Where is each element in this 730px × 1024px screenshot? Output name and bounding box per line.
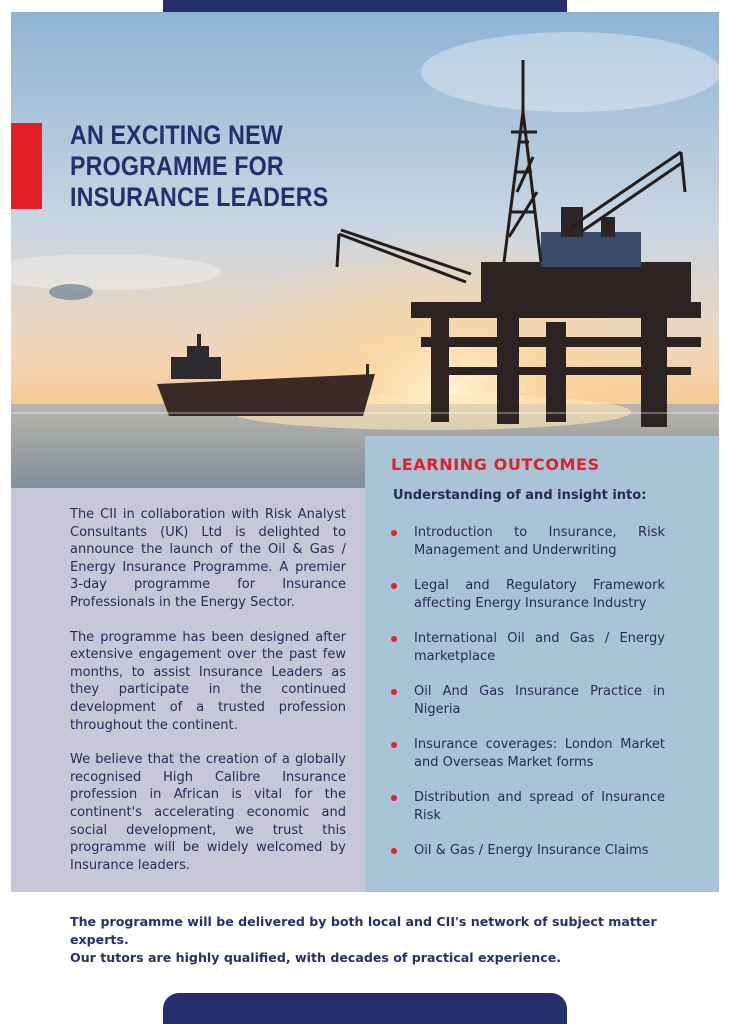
- list-item-text: International Oil and Gas / Energy marketplace: [414, 631, 665, 664]
- bullet-icon: [391, 848, 397, 854]
- list-item-text: Introduction to Insurance, Risk Management and Underwriting: [414, 525, 665, 558]
- headline-line-1: AN EXCITING NEW: [70, 120, 283, 150]
- list-item-text: Distribution and spread of Insurance Risk: [414, 790, 665, 823]
- list-item: [391, 577, 665, 630]
- list-item-text: Oil And Gas Insurance Practice in Nigeria: [414, 684, 665, 717]
- oil-rig-illustration: [11, 12, 719, 488]
- intro-paragraph-2: The programme has been designed after extensive engagement over the past few months, to assist Insurance Leaders as they participate in the continued development of a trusted profession throughout the continent.: [70, 629, 346, 733]
- red-accent-tab: [11, 123, 42, 209]
- headline-line-2: PROGRAMME FOR: [70, 151, 284, 181]
- list-item-text: Insurance coverages: London Market and Overseas Market forms: [414, 737, 665, 770]
- list-item-text: Legal and Regulatory Framework affecting Energy Insurance Industry: [414, 578, 665, 611]
- bullet-icon: [391, 742, 397, 748]
- footer-statement: [70, 913, 690, 967]
- page-headline: [70, 120, 340, 213]
- list-item: [391, 789, 665, 842]
- headline-line-3: INSURANCE LEADERS: [70, 182, 329, 212]
- list-item: [391, 524, 665, 577]
- list-item: [391, 842, 665, 895]
- footer-line-1: The programme will be delivered by both local and CII's network of subject matter experts.: [70, 914, 657, 947]
- intro-paragraph-1: The CII in collaboration with Risk Analyst Consultants (UK) Ltd is delighted to announce the launch of the Oil & Gas / Energy Insurance Programme. A premier 3-day programme for Insurance Professionals in the Energy Sector.: [70, 507, 346, 610]
- bullet-icon: [391, 795, 397, 801]
- footer-line-2: Our tutors are highly qualified, with decades of practical experience.: [70, 950, 562, 965]
- hero-image-oil-rig: [11, 12, 719, 488]
- learning-outcomes-list: [391, 524, 665, 895]
- list-item: [391, 683, 665, 736]
- list-item: [391, 736, 665, 789]
- intro-paragraph-3: We believe that the creation of a globally recognised High Calibre Insurance profession in African is vital for the continent's accelerating economic and social development, we trust this programme will be widely welcomed by Insurance leaders.: [70, 752, 346, 873]
- bullet-icon: [391, 689, 397, 695]
- bullet-icon: [391, 583, 397, 589]
- list-item: [391, 630, 665, 683]
- bullet-icon: [391, 530, 397, 536]
- intro-text: [70, 506, 346, 891]
- learning-outcomes-subtitle: Understanding of and insight into:: [393, 488, 647, 503]
- bullet-icon: [391, 636, 397, 642]
- learning-outcomes-title: LEARNING OUTCOMES: [391, 455, 600, 474]
- bottom-decorative-bar: [163, 993, 567, 1024]
- list-item-text: Oil & Gas / Energy Insurance Claims: [414, 843, 649, 858]
